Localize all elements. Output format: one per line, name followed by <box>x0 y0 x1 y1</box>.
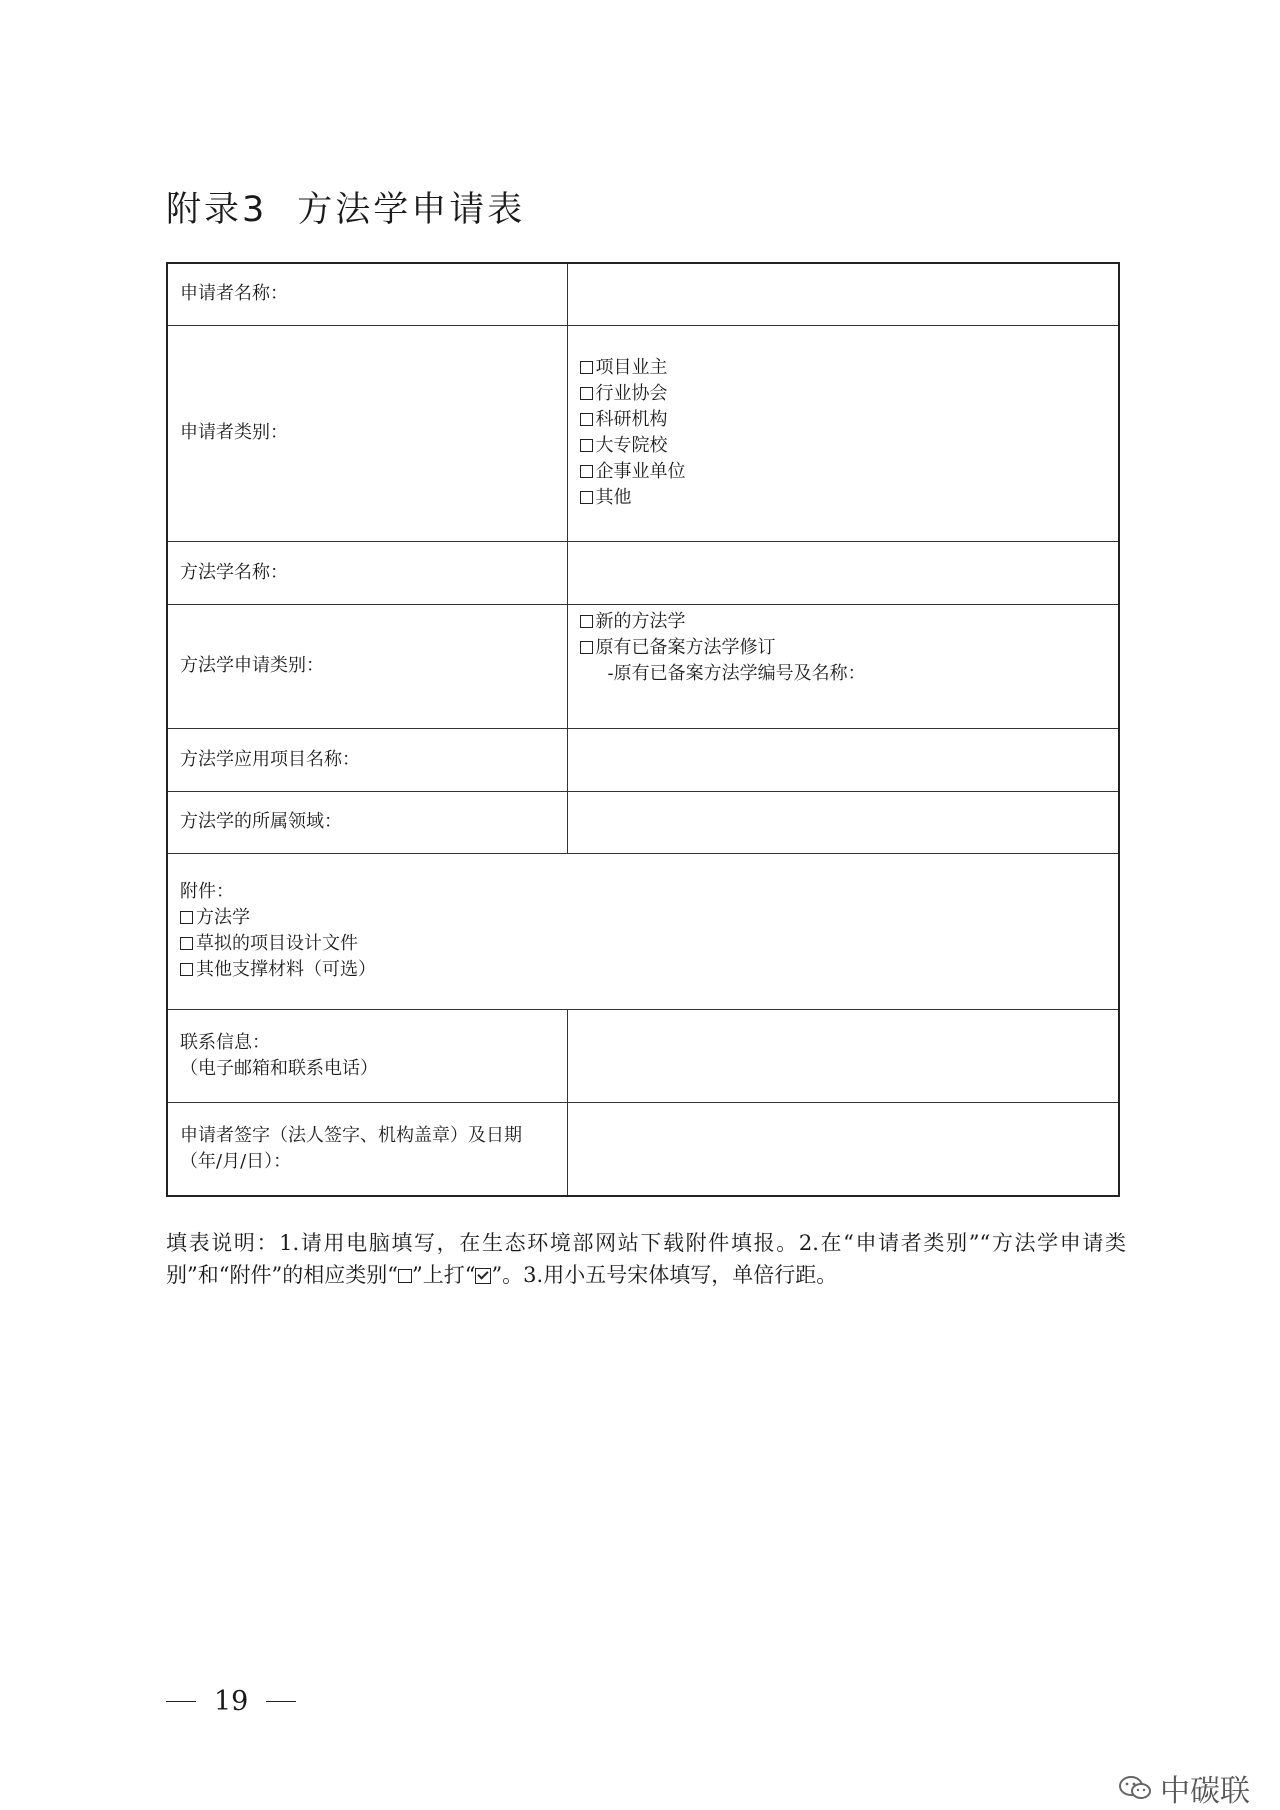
wechat-icon <box>1118 1774 1152 1802</box>
attachments-cell <box>167 853 1119 1009</box>
checkbox-icon[interactable] <box>580 465 593 478</box>
checkbox-option[interactable]: 企事业单位 <box>580 459 1107 485</box>
checkbox-icon[interactable] <box>580 641 593 654</box>
signature-sub-label: （年/月/日）： <box>180 1150 292 1172</box>
checkbox-option[interactable]: 草拟的项目设计文件 <box>180 931 1106 957</box>
checkbox-icon[interactable] <box>180 963 193 976</box>
checkbox-option[interactable]: 原有已备案方法学修订 <box>580 635 1107 661</box>
applicant-type-label: 申请者类别： <box>167 325 567 541</box>
contact-sub-label: （电子邮箱和联系电话） <box>180 1057 378 1079</box>
fill-instructions: 填表说明：1.请用电脑填写，在生态环境部网站下载附件填报。2.在“申请者类别”“方法学申请类别”和“附件”的相应类别“ ”上打“ ”。3.用小五号宋体填写，单倍行距。 <box>166 1231 1126 1287</box>
method-name-field[interactable] <box>567 541 1119 604</box>
attachments-label: 附件： <box>180 881 234 902</box>
contact-field[interactable] <box>567 1009 1119 1102</box>
table-row <box>167 1009 1119 1102</box>
checkbox-icon[interactable] <box>580 413 593 426</box>
checkbox-icon[interactable] <box>580 361 593 374</box>
page-title <box>166 182 525 232</box>
checkbox-option[interactable]: 项目业主 <box>580 355 1107 381</box>
checkbox-option[interactable]: 新的方法学 <box>580 609 1107 635</box>
applicant-name-field[interactable] <box>567 263 1119 325</box>
method-domain-label: 方法学的所属领域： <box>167 791 567 853</box>
checkbox-icon[interactable] <box>580 491 593 504</box>
checkbox-icon[interactable] <box>180 911 193 924</box>
table-row <box>167 541 1119 604</box>
signature-field[interactable] <box>567 1102 1119 1196</box>
method-app-type-sub-label: -原有已备案方法学编号及名称： <box>607 662 866 684</box>
checkbox-option[interactable]: 其他支撑材料（可选） <box>180 957 1106 983</box>
table-row <box>167 1102 1119 1196</box>
watermark-text: 中碳联 <box>1160 1774 1250 1809</box>
table-row <box>167 604 1119 728</box>
checkbox-option[interactable]: 科研机构 <box>580 407 1107 433</box>
applicant-type-options <box>567 325 1119 541</box>
checked-checkbox-icon <box>475 1268 491 1284</box>
dash-divider <box>266 1701 296 1703</box>
application-form-table <box>166 262 1120 1197</box>
signature-label-cell <box>167 1102 567 1196</box>
checkbox-option[interactable]: 方法学 <box>180 905 1106 931</box>
method-app-type-options <box>567 604 1119 728</box>
signature-label: 申请者签字（法人签字、机构盖章）及日期 <box>180 1124 522 1146</box>
empty-checkbox-icon <box>398 1269 412 1283</box>
checkbox-option[interactable]: 大专院校 <box>580 433 1107 459</box>
title-main: 方法学申请表 <box>297 190 526 230</box>
table-row <box>167 263 1119 325</box>
watermark <box>1118 1766 1250 1810</box>
page-number <box>166 1686 296 1717</box>
table-row <box>167 728 1119 791</box>
contact-label-cell <box>167 1009 567 1102</box>
checkbox-icon[interactable] <box>580 615 593 628</box>
checkbox-option[interactable]: 行业协会 <box>580 381 1107 407</box>
method-name-label: 方法学名称： <box>167 541 567 604</box>
applicant-name-label: 申请者名称： <box>167 263 567 325</box>
table-row <box>167 325 1119 541</box>
contact-label: 联系信息： <box>180 1031 270 1053</box>
table-row <box>167 853 1119 1009</box>
checkbox-option[interactable]: 其他 <box>580 485 1107 511</box>
table-row <box>167 791 1119 853</box>
page-number-text: 19 <box>214 1686 249 1717</box>
method-project-field[interactable] <box>567 728 1119 791</box>
method-project-label: 方法学应用项目名称： <box>167 728 567 791</box>
method-domain-field[interactable] <box>567 791 1119 853</box>
method-app-type-label: 方法学申请类别： <box>167 604 567 728</box>
checkbox-icon[interactable] <box>180 937 193 950</box>
checkbox-icon[interactable] <box>580 387 593 400</box>
title-prefix: 附录3 <box>166 190 268 230</box>
checkbox-icon[interactable] <box>580 439 593 452</box>
dash-divider <box>166 1701 196 1703</box>
